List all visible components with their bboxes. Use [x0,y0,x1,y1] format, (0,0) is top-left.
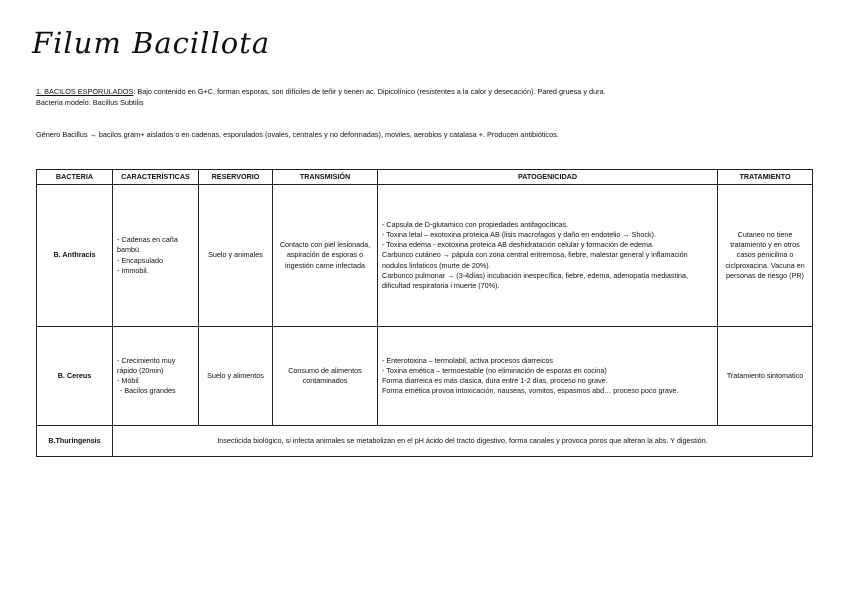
intro-text: : Bajo contenido en G+C, forman esporas, son difíciles de teñir y tienen ac. Dipicolínico (resistentes a la calor y desecación). Pared gruesa y dura. [133,87,606,96]
bacteria-cell: B. Anthracis [37,185,113,327]
bacteria-table [36,169,813,457]
header-transmision: TRANSMISIÓN [273,170,378,185]
header-caracteristicas: CARACTERÍSTICAS [113,170,199,185]
caracteristicas-cell [113,185,199,327]
header-bacteria: BACTERIA [37,170,113,185]
list-item: Forma diarreica es más clasica, dura entre 1-2 días, proceso no grave. [382,376,608,385]
caracteristicas-cell [113,327,199,426]
reservorio-cell: Suelo y animales [199,185,273,327]
list-item: - Immobil. [117,265,149,275]
header-reservorio: RESERVORIO [199,170,273,185]
list-item: Carbunco pulmonar → (3-4días) incubación inespecífica, fiebre, edema, adenopatía mediastina, dificultad respiratoria i muerte (70%). [382,270,689,290]
intro-paragraph [36,86,816,108]
section-heading: 1. BACILOS ESPORULADOS [36,87,134,96]
table-row [37,185,813,327]
list-item: - Móbil [117,376,139,385]
list-item: Carbunco cutáneo → pápula con zona central eritremosa, fiebre, malestar general y inflamación nodulos linfaticos (murte de 20%). [382,250,688,270]
patogenicidad-cell [378,185,718,327]
genus-description: Género Bacillus → bacilos gram+ aislados o en cadenas, esporulados (ovales, centrales y no deformadas), moviles, aerobios y catalasa +. Producen antibióticos. [36,130,559,139]
header-patogenicidad: PATOGENICIDAD [378,170,718,185]
table-row [37,426,813,457]
page-title: Filum Bacillota [32,26,271,60]
list-item: - Capsula de D-glutamico con propiedades antifagocíticas. [382,219,569,229]
list-item: - Enterotoxina – termolabil, activa procesos diarreicos [382,355,553,365]
bacteria-cell: B. Cereus [37,327,113,426]
transmision-cell: Consumo de alimentos contaminados [273,327,378,426]
list-item: - Toxina emética – termoestable (no eliminación de esporas en cocina) [382,365,607,375]
reservorio-cell: Suelo y alimentos [199,327,273,426]
model-bacteria: Bacteria modelo: Bacillus Subtilis [36,98,144,107]
bacteria-cell: B.Thuringensis [37,426,113,457]
table-header-row [37,170,813,185]
header-tratamiento: TRATAMIENTO [718,170,813,185]
list-item: - Toxina edema - exotoxina proteica AB deshidratación celular y formación de edema. [382,240,654,250]
list-item: Forma emética provoa intoxicación, nauseas, vomitos, espasmos abd… proceso poco grave. [382,386,679,396]
list-item: - Toxina letal – exotoxina proteica AB (lisis macrofagos y daño en endotelio → Shock). [382,229,656,239]
table-row [37,327,813,426]
list-item: - Bacilos grandes [120,386,176,396]
transmision-cell: Contacto con piel lesionada, aspiración de esporas o ingestión carne infectada [273,185,378,327]
tratamiento-cell: Cutaneo no tiene tratamiento y en otros casos penicilina o ciclproxacina. Vacuna en personas de riesgo (PR) [718,185,813,327]
tratamiento-cell: Tratamiento sintomatico [718,327,813,426]
description-cell: Insecticida biológico, si infecta animales se metabolizan en el pH ácido del tracto digestivo, forma canales y provoca poros que alteran la abs. Y digestión. [113,426,813,457]
patogenicidad-cell [378,327,718,426]
list-item: - Cadenas en caña bambú [117,235,178,255]
list-item: - Encapsulado [117,255,163,265]
list-item: - Crecimiento muy rápido (20min) [117,355,176,375]
